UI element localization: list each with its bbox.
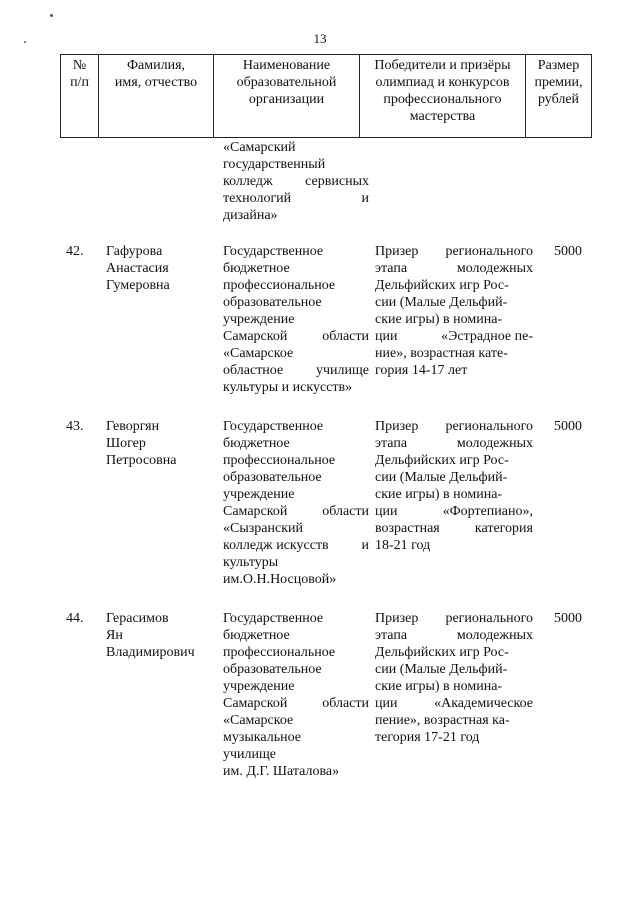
continuation-organization: «Самарский государственный колледж сервисных технологий и дизайна»	[223, 140, 369, 223]
row-prize: 5000	[554, 611, 582, 626]
header-col-name: Фамилия, имя, отчество	[99, 55, 214, 138]
table-row	[60, 418, 599, 588]
header-col-number: № п/п	[61, 55, 99, 138]
header-col-prize: Размер премии, рублей	[526, 55, 592, 138]
row-organization: Государственное бюджетное профессиональное образовательное учреждение Самарской области «Самарское музыкальное училище им. Д.Г. Шаталова»	[223, 611, 369, 779]
header-col-organization: Наименование образовательной организации	[214, 55, 360, 138]
row-number: 43.	[66, 419, 84, 434]
row-number: 42.	[66, 244, 84, 259]
row-name: Геворгян Шогер Петросовна	[106, 419, 177, 468]
scan-speck	[50, 14, 53, 17]
row-prize: 5000	[554, 419, 582, 434]
continuation-row	[60, 139, 599, 224]
row-achievement: Призер регионального этапа молодежных Дельфийских игр Рос- сии (Малые Дельфий- ские игры) в номина- ции «Академическое пение», возрастная ка- тегория 17-21 год	[375, 611, 533, 745]
header-col-winners: Победители и призёры олимпиад и конкурсов профессионального мастерства	[360, 55, 526, 138]
row-prize: 5000	[554, 244, 582, 259]
row-number: 44.	[66, 611, 84, 626]
row-achievement: Призер регионального этапа молодежных Дельфийских игр Рос- сии (Малые Дельфий- ские игры) в номина- ции «Фортепиано», возрастная категория 18-21 год	[375, 419, 533, 553]
table-header	[60, 54, 592, 138]
row-organization: Государственное бюджетное профессиональное образовательное учреждение Самарской области «Сызранский колледж искусств и культуры им.О.Н.Носцовой»	[223, 419, 369, 587]
row-name: Гафурова Анастасия Гумеровна	[106, 244, 170, 293]
row-organization: Государственное бюджетное профессиональное образовательное учреждение Самарской области «Самарское областное училище культуры и искусств»	[223, 244, 369, 395]
page-number: 13	[313, 31, 327, 46]
table-row	[60, 243, 599, 396]
row-achievement: Призер регионального этапа молодежных Дельфийских игр Рос- сии (Малые Дельфий- ские игры) в номина- ции «Эстрадное пе- ние», возрастная кате- гория 14-17 лет	[375, 244, 533, 378]
table-row	[60, 610, 599, 780]
row-name: Герасимов Ян Владимирович	[106, 611, 195, 660]
